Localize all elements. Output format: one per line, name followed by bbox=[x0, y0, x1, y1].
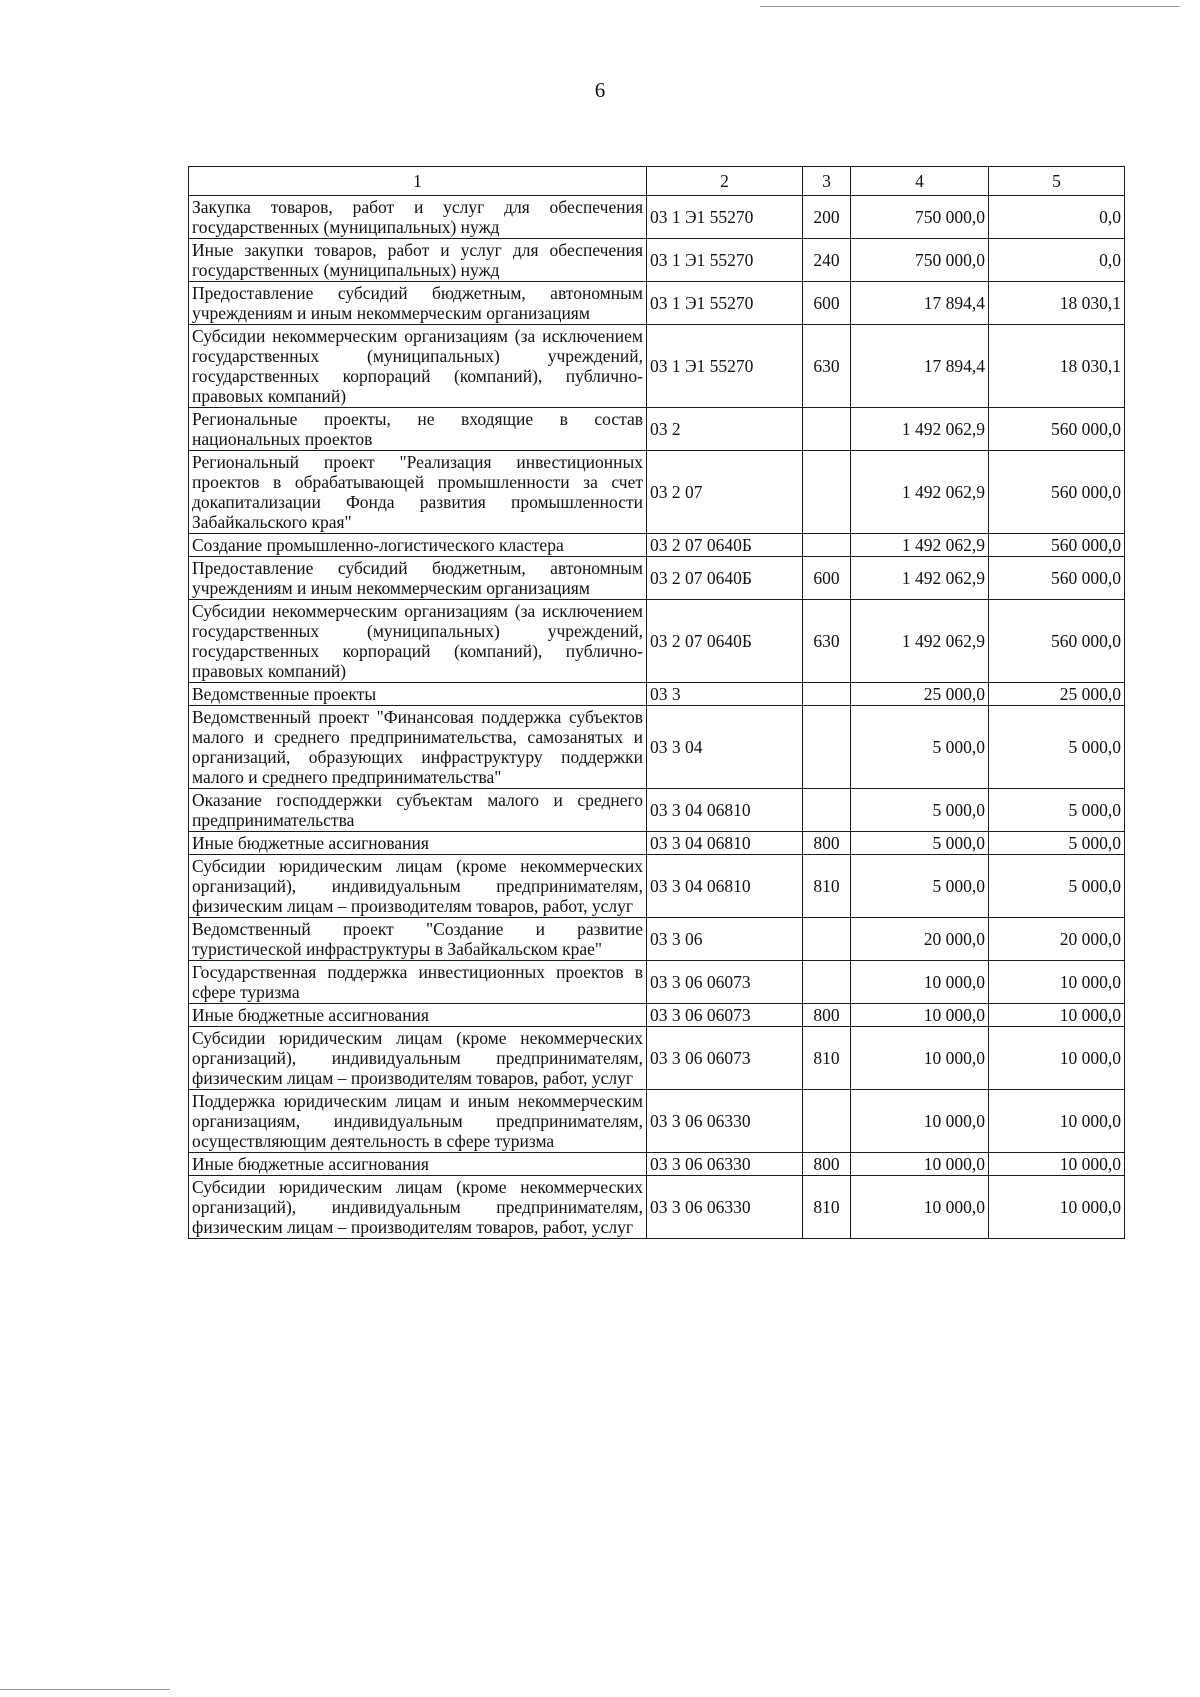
amount-year-1-cell: 5 000,0 bbox=[851, 706, 989, 789]
target-article-code-cell: 03 3 06 06073 bbox=[647, 961, 803, 1004]
amount-year-1-cell: 5 000,0 bbox=[851, 789, 989, 832]
header-col-5: 5 bbox=[989, 167, 1125, 196]
table-row bbox=[189, 451, 1125, 534]
expense-name-cell: Создание промышленно-логистического кластера bbox=[189, 534, 647, 557]
expense-name-cell: Оказание господдержки субъектам малого и среднего предпринимательства bbox=[189, 789, 647, 832]
table-row bbox=[189, 1027, 1125, 1090]
expense-type-cell bbox=[803, 683, 851, 706]
amount-year-1-cell: 5 000,0 bbox=[851, 855, 989, 918]
table-row bbox=[189, 1004, 1125, 1027]
expense-name-cell: Иные закупки товаров, работ и услуг для обеспечения государственных (муниципальных) нужд bbox=[189, 239, 647, 282]
amount-year-1-cell: 20 000,0 bbox=[851, 918, 989, 961]
target-article-code-cell: 03 1 Э1 55270 bbox=[647, 325, 803, 408]
table-row bbox=[189, 1153, 1125, 1176]
scan-artifact-top bbox=[760, 6, 1180, 7]
expense-name-cell: Субсидии юридическим лицам (кроме некоммерческих организаций), индивидуальным предпринимателям, физическим лицам – производителям товаров, работ, услуг bbox=[189, 855, 647, 918]
expense-type-cell: 810 bbox=[803, 1176, 851, 1239]
expense-type-cell: 630 bbox=[803, 325, 851, 408]
table-body bbox=[189, 196, 1125, 1239]
table-row bbox=[189, 1090, 1125, 1153]
amount-year-1-cell: 10 000,0 bbox=[851, 961, 989, 1004]
target-article-code-cell: 03 3 06 06073 bbox=[647, 1027, 803, 1090]
amount-year-1-cell: 10 000,0 bbox=[851, 1027, 989, 1090]
expense-name-cell: Иные бюджетные ассигнования bbox=[189, 832, 647, 855]
expense-type-cell: 810 bbox=[803, 855, 851, 918]
amount-year-2-cell: 5 000,0 bbox=[989, 706, 1125, 789]
expense-type-cell bbox=[803, 789, 851, 832]
amount-year-1-cell: 1 492 062,9 bbox=[851, 600, 989, 683]
amount-year-2-cell: 10 000,0 bbox=[989, 1090, 1125, 1153]
expense-name-cell: Ведомственные проекты bbox=[189, 683, 647, 706]
amount-year-1-cell: 1 492 062,9 bbox=[851, 557, 989, 600]
expense-name-cell: Иные бюджетные ассигнования bbox=[189, 1004, 647, 1027]
target-article-code-cell: 03 3 06 06330 bbox=[647, 1090, 803, 1153]
target-article-code-cell: 03 2 bbox=[647, 408, 803, 451]
expense-type-cell bbox=[803, 451, 851, 534]
amount-year-1-cell: 17 894,4 bbox=[851, 325, 989, 408]
amount-year-1-cell: 1 492 062,9 bbox=[851, 408, 989, 451]
target-article-code-cell: 03 3 06 bbox=[647, 918, 803, 961]
amount-year-2-cell: 0,0 bbox=[989, 239, 1125, 282]
amount-year-2-cell: 0,0 bbox=[989, 196, 1125, 239]
target-article-code-cell: 03 3 04 06810 bbox=[647, 855, 803, 918]
amount-year-2-cell: 560 000,0 bbox=[989, 534, 1125, 557]
amount-year-2-cell: 560 000,0 bbox=[989, 600, 1125, 683]
expense-name-cell: Ведомственный проект "Финансовая поддержка субъектов малого и среднего предпринимательства, самозанятых и организаций, образующих инфраструктуру поддержки малого и среднего предпринимательства" bbox=[189, 706, 647, 789]
amount-year-1-cell: 10 000,0 bbox=[851, 1176, 989, 1239]
table-header bbox=[189, 167, 1125, 196]
header-col-2: 2 bbox=[647, 167, 803, 196]
expense-type-cell: 600 bbox=[803, 557, 851, 600]
expense-type-cell bbox=[803, 1090, 851, 1153]
table-row bbox=[189, 534, 1125, 557]
table-row bbox=[189, 1176, 1125, 1239]
table-row bbox=[189, 408, 1125, 451]
table-row bbox=[189, 832, 1125, 855]
target-article-code-cell: 03 2 07 0640Б bbox=[647, 557, 803, 600]
target-article-code-cell: 03 3 04 bbox=[647, 706, 803, 789]
expense-name-cell: Поддержка юридическим лицам и иным некоммерческим организациям, индивидуальным предпринимателям, осуществляющим деятельность в сфере туризма bbox=[189, 1090, 647, 1153]
expense-name-cell: Предоставление субсидий бюджетным, автономным учреждениям и иным некоммерческим организациям bbox=[189, 282, 647, 325]
target-article-code-cell: 03 1 Э1 55270 bbox=[647, 282, 803, 325]
amount-year-2-cell: 5 000,0 bbox=[989, 789, 1125, 832]
expense-type-cell: 200 bbox=[803, 196, 851, 239]
header-row bbox=[189, 167, 1125, 196]
expense-name-cell: Субсидии некоммерческим организациям (за исключением государственных (муниципальных) учреждений, государственных корпораций (компаний), публично-правовых компаний) bbox=[189, 325, 647, 408]
expense-name-cell: Региональные проекты, не входящие в состав национальных проектов bbox=[189, 408, 647, 451]
amount-year-1-cell: 25 000,0 bbox=[851, 683, 989, 706]
table-row bbox=[189, 855, 1125, 918]
target-article-code-cell: 03 3 04 06810 bbox=[647, 789, 803, 832]
expense-type-cell: 810 bbox=[803, 1027, 851, 1090]
target-article-code-cell: 03 1 Э1 55270 bbox=[647, 239, 803, 282]
target-article-code-cell: 03 2 07 0640Б bbox=[647, 600, 803, 683]
target-article-code-cell: 03 3 bbox=[647, 683, 803, 706]
table-row bbox=[189, 196, 1125, 239]
amount-year-2-cell: 560 000,0 bbox=[989, 557, 1125, 600]
amount-year-2-cell: 10 000,0 bbox=[989, 961, 1125, 1004]
expense-type-cell: 630 bbox=[803, 600, 851, 683]
amount-year-2-cell: 18 030,1 bbox=[989, 282, 1125, 325]
expense-type-cell: 600 bbox=[803, 282, 851, 325]
page-number: 6 bbox=[594, 78, 606, 102]
target-article-code-cell: 03 3 06 06330 bbox=[647, 1153, 803, 1176]
expense-type-cell bbox=[803, 706, 851, 789]
expense-name-cell: Иные бюджетные ассигнования bbox=[189, 1153, 647, 1176]
header-col-4: 4 bbox=[851, 167, 989, 196]
expense-type-cell bbox=[803, 408, 851, 451]
target-article-code-cell: 03 1 Э1 55270 bbox=[647, 196, 803, 239]
table-row bbox=[189, 706, 1125, 789]
amount-year-1-cell: 750 000,0 bbox=[851, 239, 989, 282]
amount-year-1-cell: 5 000,0 bbox=[851, 832, 989, 855]
amount-year-1-cell: 1 492 062,9 bbox=[851, 534, 989, 557]
expense-type-cell bbox=[803, 918, 851, 961]
amount-year-2-cell: 18 030,1 bbox=[989, 325, 1125, 408]
amount-year-1-cell: 17 894,4 bbox=[851, 282, 989, 325]
target-article-code-cell: 03 3 04 06810 bbox=[647, 832, 803, 855]
table-row bbox=[189, 557, 1125, 600]
amount-year-2-cell: 20 000,0 bbox=[989, 918, 1125, 961]
expense-type-cell bbox=[803, 961, 851, 1004]
amount-year-2-cell: 5 000,0 bbox=[989, 855, 1125, 918]
amount-year-2-cell: 5 000,0 bbox=[989, 832, 1125, 855]
amount-year-2-cell: 10 000,0 bbox=[989, 1004, 1125, 1027]
amount-year-1-cell: 1 492 062,9 bbox=[851, 451, 989, 534]
amount-year-1-cell: 10 000,0 bbox=[851, 1153, 989, 1176]
table-row bbox=[189, 239, 1125, 282]
expense-name-cell: Предоставление субсидий бюджетным, автономным учреждениям и иным некоммерческим организациям bbox=[189, 557, 647, 600]
header-col-1: 1 bbox=[189, 167, 647, 196]
amount-year-2-cell: 10 000,0 bbox=[989, 1027, 1125, 1090]
header-col-3: 3 bbox=[803, 167, 851, 196]
expense-name-cell: Государственная поддержка инвестиционных проектов в сфере туризма bbox=[189, 961, 647, 1004]
scan-artifact-bottom bbox=[0, 1689, 170, 1690]
expense-name-cell: Закупка товаров, работ и услуг для обеспечения государственных (муниципальных) нужд bbox=[189, 196, 647, 239]
expense-type-cell: 800 bbox=[803, 832, 851, 855]
expense-name-cell: Субсидии юридическим лицам (кроме некоммерческих организаций), индивидуальным предпринимателям, физическим лицам – производителям товаров, работ, услуг bbox=[189, 1027, 647, 1090]
amount-year-2-cell: 10 000,0 bbox=[989, 1176, 1125, 1239]
target-article-code-cell: 03 3 06 06073 bbox=[647, 1004, 803, 1027]
amount-year-2-cell: 560 000,0 bbox=[989, 451, 1125, 534]
expense-name-cell: Региональный проект "Реализация инвестиционных проектов в обрабатывающей промышленности за счет докапитализации Фонда развития промышленности Забайкальского края" bbox=[189, 451, 647, 534]
table-row bbox=[189, 600, 1125, 683]
target-article-code-cell: 03 2 07 bbox=[647, 451, 803, 534]
amount-year-2-cell: 560 000,0 bbox=[989, 408, 1125, 451]
expense-type-cell bbox=[803, 534, 851, 557]
expense-name-cell: Ведомственный проект "Создание и развитие туристической инфраструктуры в Забайкальском крае" bbox=[189, 918, 647, 961]
budget-table bbox=[188, 166, 1125, 1239]
table-row bbox=[189, 961, 1125, 1004]
expense-type-cell: 240 bbox=[803, 239, 851, 282]
table-row bbox=[189, 282, 1125, 325]
table-row bbox=[189, 918, 1125, 961]
amount-year-1-cell: 750 000,0 bbox=[851, 196, 989, 239]
table-row bbox=[189, 325, 1125, 408]
target-article-code-cell: 03 2 07 0640Б bbox=[647, 534, 803, 557]
expense-name-cell: Субсидии некоммерческим организациям (за исключением государственных (муниципальных) учреждений, государственных корпораций (компаний), публично-правовых компаний) bbox=[189, 600, 647, 683]
table-row bbox=[189, 789, 1125, 832]
amount-year-1-cell: 10 000,0 bbox=[851, 1004, 989, 1027]
target-article-code-cell: 03 3 06 06330 bbox=[647, 1176, 803, 1239]
table-row bbox=[189, 683, 1125, 706]
expense-type-cell: 800 bbox=[803, 1153, 851, 1176]
expense-name-cell: Субсидии юридическим лицам (кроме некоммерческих организаций), индивидуальным предпринимателям, физическим лицам – производителям товаров, работ, услуг bbox=[189, 1176, 647, 1239]
amount-year-2-cell: 25 000,0 bbox=[989, 683, 1125, 706]
expense-type-cell: 800 bbox=[803, 1004, 851, 1027]
amount-year-2-cell: 10 000,0 bbox=[989, 1153, 1125, 1176]
amount-year-1-cell: 10 000,0 bbox=[851, 1090, 989, 1153]
